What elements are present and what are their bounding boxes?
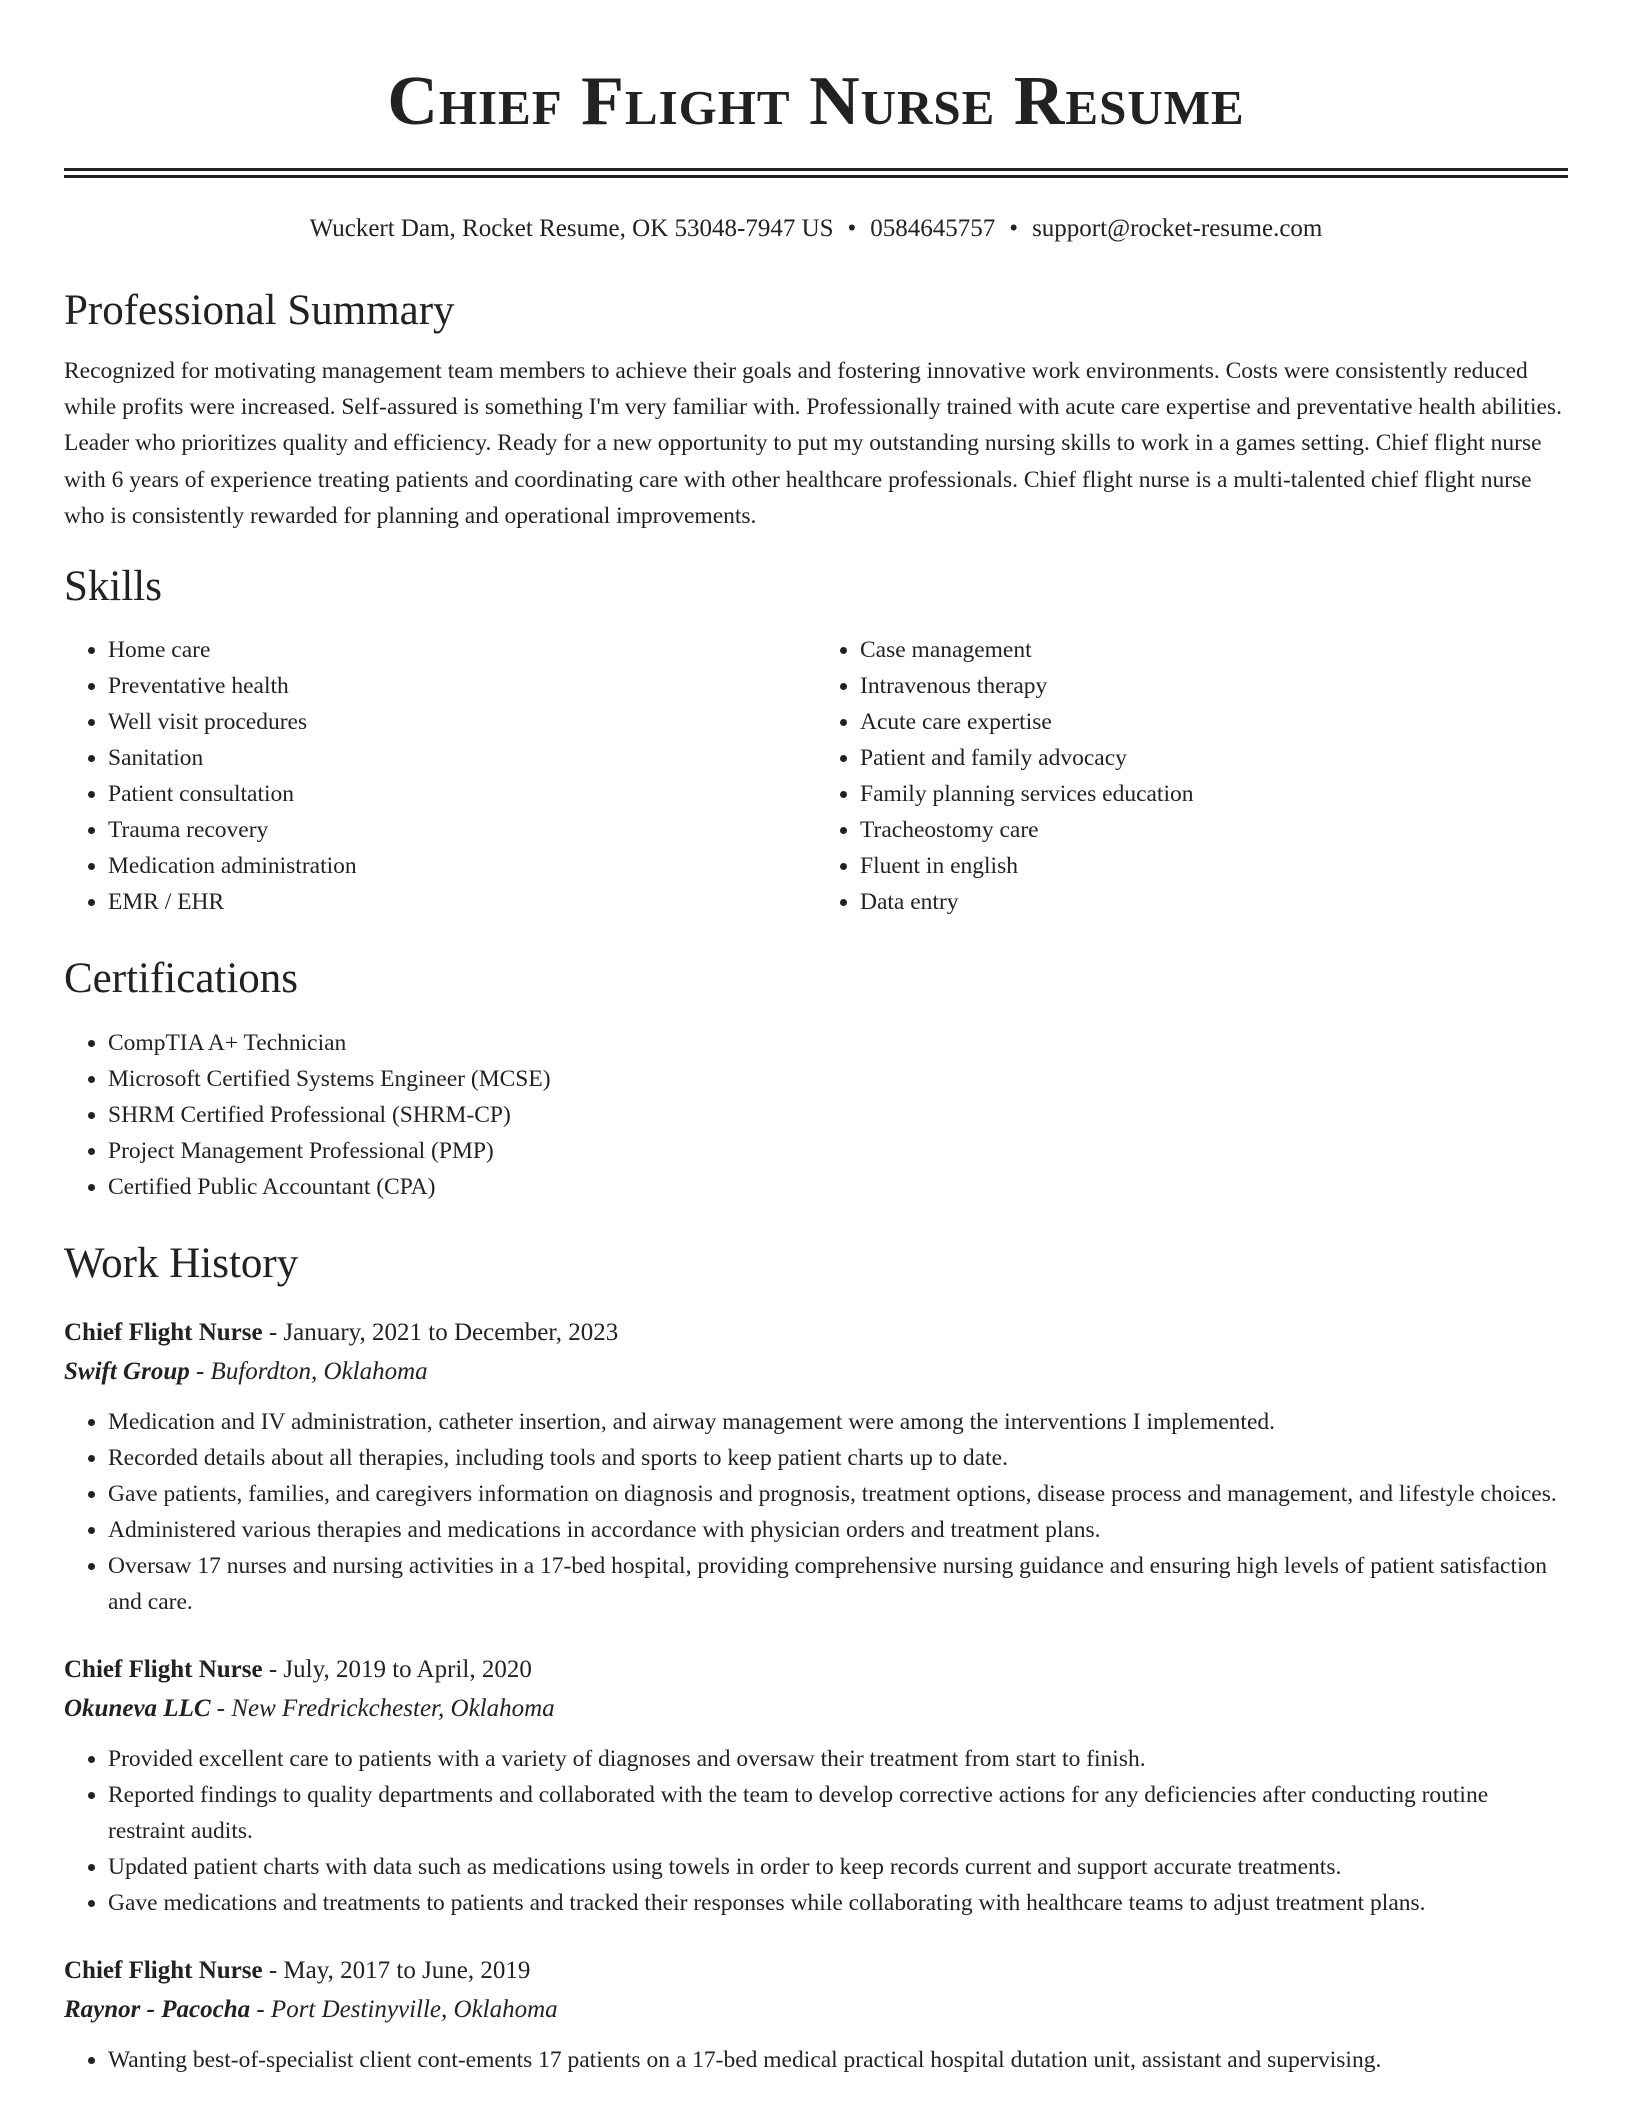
certification-item: • Microsoft Certified Systems Engineer (MCSE) [108,1061,1568,1097]
work-history-heading: Work History [64,1240,299,1288]
skill-item: • Family planning services education [860,776,1568,812]
skills-list-left [64,632,816,920]
contact-line [64,212,1568,246]
job-duty: • Provided excellent care to patients with a variety of diagnoses and oversaw their treatment from start to finish. [108,1741,1568,1777]
job-location: - Port Destinyville, Oklahoma [256,1996,558,2024]
title-divider [64,168,1568,178]
job-title: Chief Flight Nurse [64,1656,263,1684]
skill-item: • Patient consultation [108,776,816,812]
skill-item: • Data entry [860,884,1568,920]
skill-item: • Intravenous therapy [860,668,1568,704]
job-duties-list [64,1404,1568,1620]
skill-item: • Tracheostomy care [860,812,1568,848]
job-location: - New Fredrickchester, Oklahoma [216,1695,555,1723]
job-duties-list [64,1741,1568,1921]
skill-item: • Patient and family advocacy [860,740,1568,776]
contact-email: support@rocket-resume.com [1032,215,1323,242]
job-company: Swift Group [64,1358,190,1386]
skill-item: • Well visit procedures [108,704,816,740]
resume-page [64,0,1568,2078]
skill-item: • Case management [860,632,1568,668]
job-title-line [64,1313,1568,1352]
job-title-line [64,1951,1568,1990]
skill-item: • EMR / EHR [108,884,816,920]
certification-item: • CompTIA A+ Technician [108,1025,1568,1061]
job-entry [64,1650,1568,1921]
job-company-line [64,1352,1568,1391]
certification-item: • Certified Public Accountant (CPA) [108,1169,1568,1205]
job-location: - Bufordton, Oklahoma [195,1358,428,1386]
job-duties-list [64,2042,1568,2078]
job-company-line [64,1689,1568,1728]
job-duty: • Wanting best-of-specialist client cont-ements 17 patients on a 17-bed medical practical hospital dutation unit, assistant and supervising. [108,2042,1568,2078]
job-duty: • Gave medications and treatments to patients and tracked their responses while collaborating with healthcare teams to adjust treatment plans. [108,1885,1568,1921]
skills-list-right [816,632,1568,920]
job-entry [64,1313,1568,1620]
job-duty: • Gave patients, families, and caregivers information on diagnosis and prognosis, treatment options, disease process and management, and lifestyle choices. [108,1476,1568,1512]
job-dates: - May, 2017 to June, 2019 [268,1957,531,1985]
certifications-list [64,1025,1568,1205]
job-title-line [64,1650,1568,1689]
job-dates: - July, 2019 to April, 2020 [268,1656,532,1684]
certifications-heading: Certifications [64,955,299,1003]
job-title: Chief Flight Nurse [64,1319,263,1347]
skill-item: • Medication administration [108,848,816,884]
contact-phone: 0584645757 [870,215,996,242]
skill-item: • Acute care expertise [860,704,1568,740]
skill-item: • Preventative health [108,668,816,704]
skill-item: • Trauma recovery [108,812,816,848]
job-entry [64,1951,1568,2078]
skills-heading: Skills [64,563,162,611]
page-title: Chief Flight Nurse Resume [387,63,1245,140]
job-company-line [64,1990,1568,2029]
job-duty: • Updated patient charts with data such as medications using towels in order to keep records current and support accurate treatments. [108,1849,1568,1885]
job-duty: • Oversaw 17 nurses and nursing activities in a 17-bed hospital, providing comprehensive nursing guidance and ensuring high levels of patient satisfaction and care. [108,1548,1568,1620]
skill-item: • Sanitation [108,740,816,776]
certification-item: • Project Management Professional (PMP) [108,1133,1568,1169]
certification-item: • SHRM Certified Professional (SHRM-CP) [108,1097,1568,1133]
job-duty: • Administered various therapies and medications in accordance with physician orders and treatment plans. [108,1512,1568,1548]
summary-text: Recognized for motivating management team members to achieve their goals and fostering innovative work environments. Costs were consistently reduced while profits were increased. Self-assured is something I'm very familiar with. Professionally trained with acute care expertise and preventative health abilities. Leader who prioritizes quality and efficiency. Ready for a new opportunity to put my outstanding nursing skills to work in a games setting. Chief flight nurse with 6 years of experience treating patients and coordinating care with other healthcare professionals. Chief flight nurse is a multi-talented chief flight nurse who is consistently rewarded for planning and operational improvements. [64,358,1562,529]
contact-address: Wuckert Dam, Rocket Resume, OK 53048-7947 US [309,215,834,242]
contact-separator: • [847,215,857,242]
job-duty: • Recorded details about all therapies, including tools and sports to keep patient charts up to date. [108,1440,1568,1476]
contact-separator: • [1009,215,1019,242]
job-duty: • Medication and IV administration, catheter insertion, and airway management were among the interventions I implemented. [108,1404,1568,1440]
job-company: Okuneva LLC [64,1695,211,1723]
skills-columns [64,632,1568,920]
summary-heading: Professional Summary [64,287,455,334]
job-company: Raynor - Pacocha [64,1996,251,2024]
skill-item: • Home care [108,632,816,668]
job-dates: - January, 2021 to December, 2023 [268,1319,619,1347]
job-title: Chief Flight Nurse [64,1957,263,1985]
job-duty: • Reported findings to quality departments and collaborated with the team to develop corrective actions for any deficiencies after conducting routine restraint audits. [108,1777,1568,1849]
skill-item: • Fluent in english [860,848,1568,884]
